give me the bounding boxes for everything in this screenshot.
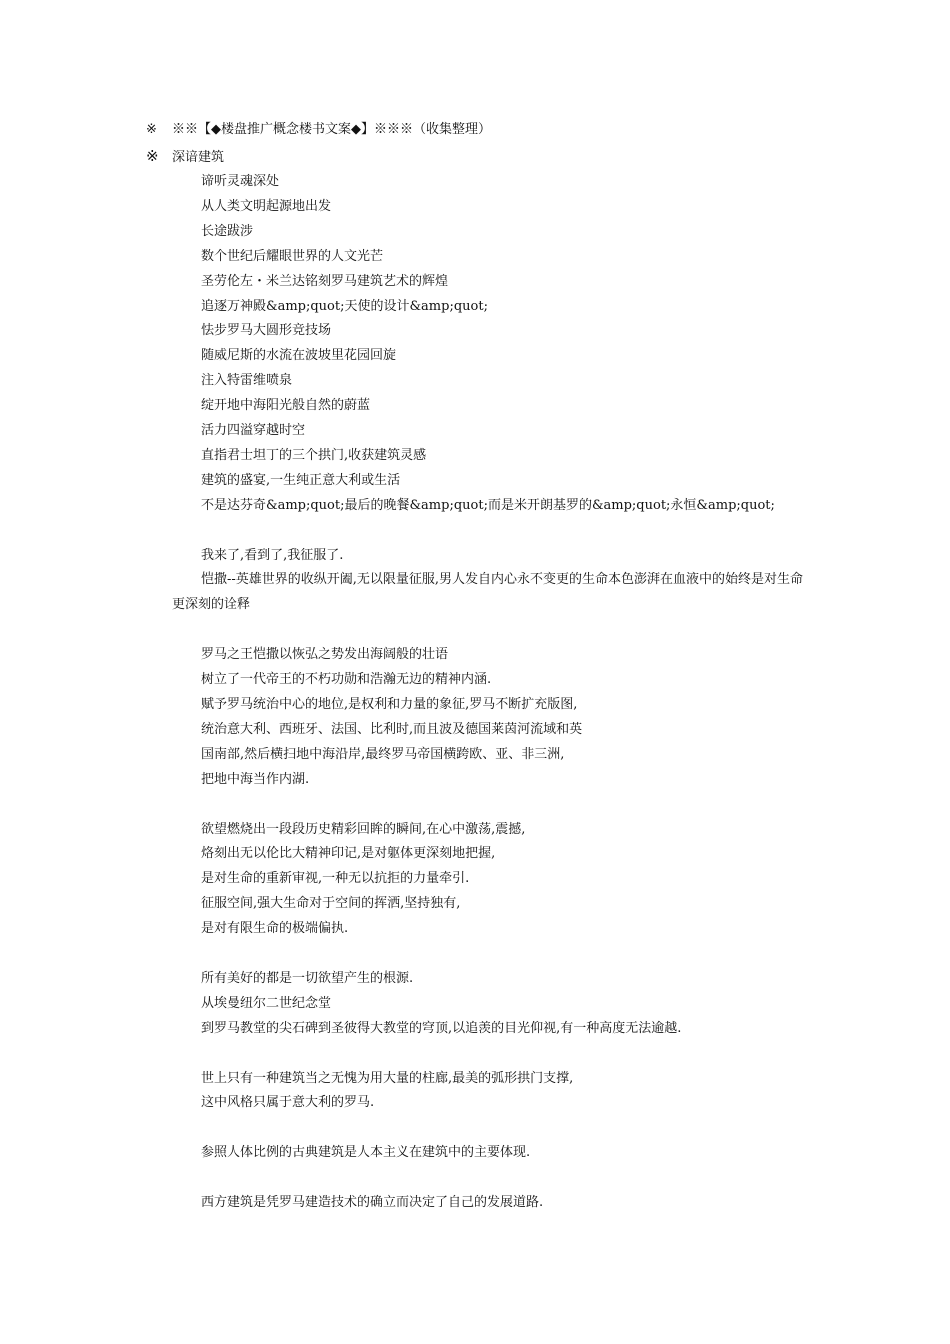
text-line: 绽开地中海阳光般自然的蔚蓝 bbox=[201, 398, 371, 414]
reference-mark-icon: ※ bbox=[146, 122, 157, 137]
paragraph-poem bbox=[172, 170, 812, 519]
text-line: 从人类文明起源地出发 bbox=[201, 198, 332, 214]
paragraph-gap bbox=[172, 519, 812, 544]
text-line: 随威尼斯的水流在波坡里花园回旋 bbox=[201, 348, 397, 364]
text-line: 是对有限生命的极端偏执. bbox=[201, 921, 349, 937]
text-line: 统治意大利、西班牙、法国、比利时,而且波及德国莱茵河流域和英 bbox=[201, 721, 583, 737]
paragraph-gap bbox=[172, 618, 812, 643]
document-title: ※※【◆楼盘推广概念楼书文案◆】※※※（收集整理） bbox=[172, 122, 491, 137]
paragraph-gap bbox=[172, 1166, 812, 1191]
text-paragraph: 恺撒--英雄世界的收纵开阖,无以限量征服,男人发自内心永不变更的生命本色澎湃在血液中的始终是对生命更深刻的诠释 bbox=[172, 572, 804, 613]
text-line: 追逐万神殿&amp;quot;天使的设计&amp;quot; bbox=[201, 298, 488, 314]
text-line: 谛听灵魂深处 bbox=[201, 174, 280, 189]
paragraph-proportion bbox=[172, 1141, 812, 1166]
text-line: 数个世纪后耀眼世界的人文光芒 bbox=[201, 248, 384, 264]
document-header bbox=[146, 121, 491, 139]
text-line: 活力四溢穿越时空 bbox=[201, 423, 306, 439]
section-heading bbox=[146, 146, 224, 168]
document-body bbox=[172, 170, 812, 1216]
text-line: 注入特雷维喷泉 bbox=[201, 373, 293, 389]
text-line: 圣劳伦左・米兰达铭刻罗马建筑艺术的辉煌 bbox=[201, 273, 449, 289]
paragraph-gap bbox=[172, 1116, 812, 1141]
text-line: 罗马之王恺撒以恢弘之势发出海阔般的壮语 bbox=[201, 647, 449, 663]
text-line: 怯步罗马大圆形竞技场 bbox=[201, 323, 332, 339]
text-line: 征服空间,强大生命对于空间的挥洒,坚持独有, bbox=[201, 896, 461, 912]
text-line: 西方建筑是凭罗马建造技术的确立而决定了自己的发展道路. bbox=[201, 1195, 544, 1211]
text-line: 把地中海当作内湖. bbox=[201, 771, 310, 787]
text-line: 参照人体比例的古典建筑是人本主义在建筑中的主要体现. bbox=[201, 1145, 531, 1161]
text-line: 这中风格只属于意大利的罗马. bbox=[201, 1095, 375, 1111]
text-line: 所有美好的都是一切欲望产生的根源. bbox=[201, 970, 414, 986]
paragraph-rome bbox=[172, 643, 812, 792]
text-line: 烙刻出无以伦比大精神印记,是对躯体更深刻地把握, bbox=[201, 846, 496, 862]
reference-mark-icon: ※ bbox=[146, 147, 159, 165]
text-line: 到罗马教堂的尖石碑到圣彼得大教堂的穹顶,以追羡的目光仰视,有一种高度无法逾越. bbox=[201, 1020, 682, 1036]
text-line: 是对生命的重新审视,一种无以抗拒的力量牵引. bbox=[201, 871, 470, 887]
text-line: 赋予罗马统治中心的地位,是权利和力量的象征,罗马不断扩充版图, bbox=[201, 697, 578, 712]
text-line: 不是达芬奇&amp;quot;最后的晚餐&amp;quot;而是米开朗基罗的&amp;quot;永恒&amp;quot; bbox=[201, 497, 775, 513]
text-line: 从埃曼纽尔二世纪念堂 bbox=[201, 995, 332, 1011]
paragraph-beauty bbox=[172, 967, 812, 1042]
text-line: 国南部,然后横扫地中海沿岸,最终罗马帝国横跨欧、亚、非三洲, bbox=[201, 746, 565, 762]
text-line: 直指君士坦丁的三个拱门,收获建筑灵感 bbox=[201, 447, 427, 463]
paragraph-gap bbox=[172, 942, 812, 967]
text-line: 世上只有一种建筑当之无愧为用大量的柱廊,最美的弧形拱门支撑, bbox=[201, 1070, 574, 1086]
paragraph-caesar bbox=[172, 544, 812, 619]
paragraph-desire bbox=[172, 818, 812, 943]
text-line: 建筑的盛宴,一生纯正意大利或生活 bbox=[201, 472, 401, 488]
paragraph-western bbox=[172, 1191, 812, 1216]
text-line: 欲望燃烧出一段段历史精彩回眸的瞬间,在心中激荡,震撼, bbox=[201, 821, 526, 837]
paragraph-gap bbox=[172, 1042, 812, 1067]
text-line: 长途跋涉 bbox=[201, 223, 254, 239]
text-line: 我来了,看到了,我征服了. bbox=[201, 547, 344, 563]
paragraph-gap bbox=[172, 793, 812, 818]
section-title: 深谙建筑 bbox=[172, 150, 225, 165]
text-line: 树立了一代帝王的不朽功勋和浩瀚无边的精神内涵. bbox=[201, 672, 492, 688]
paragraph-colonnade bbox=[172, 1067, 812, 1117]
